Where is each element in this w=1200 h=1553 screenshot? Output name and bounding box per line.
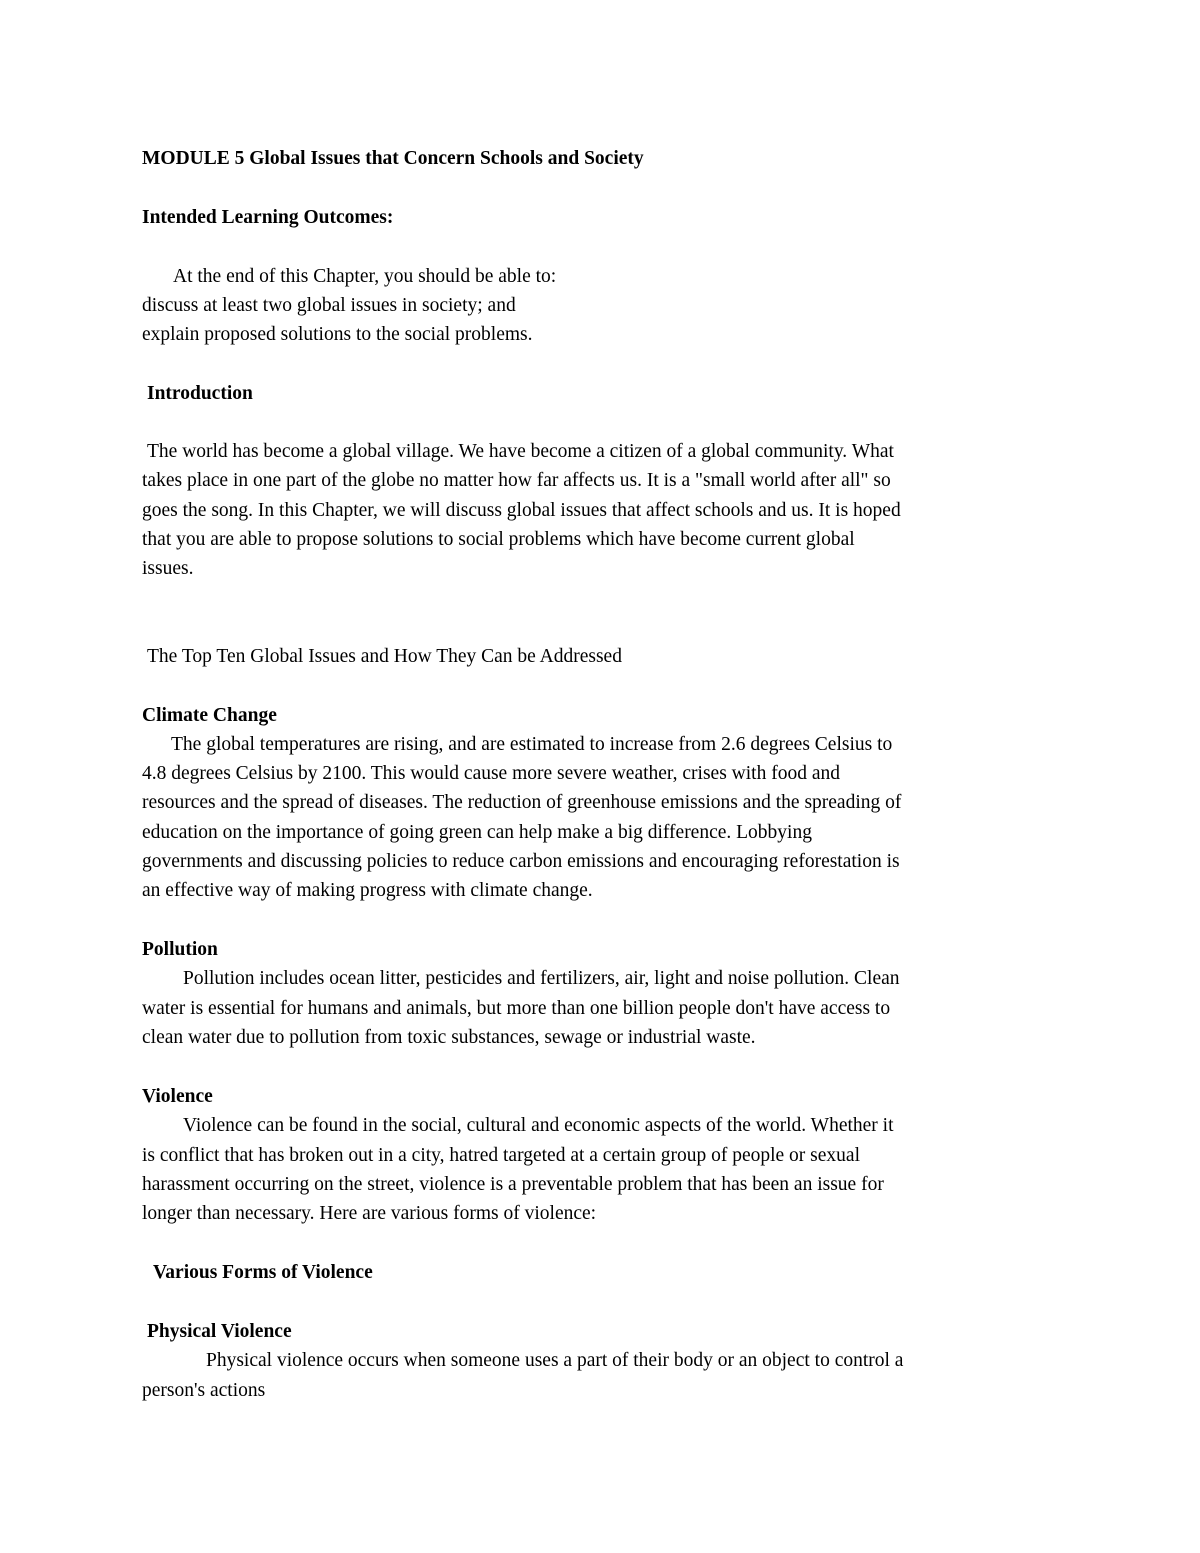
ilo-line: explain proposed solutions to the social problems. — [142, 324, 533, 345]
intro-heading: Introduction — [147, 383, 253, 404]
pollution-heading: Pollution — [142, 939, 218, 960]
intro-line: goes the song. In this Chapter, we will discuss global issues that affect schools and us. It is hoped — [142, 500, 901, 521]
climate-line: The global temperatures are rising, and are estimated to increase from 2.6 degrees Celsius to — [171, 734, 893, 755]
climate-line: education on the importance of going green can help make a big difference. Lobbying — [142, 822, 812, 843]
physical-line: Physical violence occurs when someone uses a part of their body or an object to control a — [206, 1350, 904, 1371]
ilo-heading: Intended Learning Outcomes: — [142, 207, 394, 228]
climate-line: an effective way of making progress with climate change. — [142, 880, 593, 901]
physical-heading: Physical Violence — [147, 1321, 292, 1342]
forms-heading: Various Forms of Violence — [153, 1262, 373, 1283]
pollution-line: Pollution includes ocean litter, pesticides and fertilizers, air, light and noise pollution. Clean — [183, 968, 900, 989]
violence-line: Violence can be found in the social, cultural and economic aspects of the world. Whether it — [183, 1115, 894, 1136]
violence-line: is conflict that has broken out in a city, hatred targeted at a certain group of people or sexual — [142, 1145, 860, 1166]
climate-line: governments and discussing policies to reduce carbon emissions and encouraging reforestation is — [142, 851, 900, 872]
violence-line: longer than necessary. Here are various forms of violence: — [142, 1203, 597, 1224]
climate-heading: Climate Change — [142, 705, 277, 726]
climate-line: resources and the spread of diseases. The reduction of greenhouse emissions and the spreading of — [142, 792, 902, 813]
ilo-line: discuss at least two global issues in society; and — [142, 295, 516, 316]
climate-line: 4.8 degrees Celsius by 2100. This would cause more severe weather, crises with food and — [142, 763, 840, 784]
pollution-line: clean water due to pollution from toxic substances, sewage or industrial waste. — [142, 1027, 756, 1048]
violence-heading: Violence — [142, 1086, 213, 1107]
intro-line: that you are able to propose solutions to social problems which have become current global — [142, 529, 855, 550]
intro-line: takes place in one part of the globe no matter how far affects us. It is a "small world after all" so — [142, 470, 891, 491]
intro-line: The world has become a global village. We have become a citizen of a global community. What — [147, 441, 894, 462]
physical-line: person's actions — [142, 1380, 266, 1401]
ilo-line: At the end of this Chapter, you should be able to: — [173, 266, 557, 287]
violence-line: harassment occurring on the street, violence is a preventable problem that has been an issue for — [142, 1174, 884, 1195]
pollution-line: water is essential for humans and animals, but more than one billion people don't have access to — [142, 998, 891, 1019]
module-title: MODULE 5 Global Issues that Concern Schools and Society — [142, 148, 644, 169]
intro-line: issues. — [142, 558, 194, 579]
top-ten-heading: The Top Ten Global Issues and How They Can be Addressed — [147, 646, 622, 667]
